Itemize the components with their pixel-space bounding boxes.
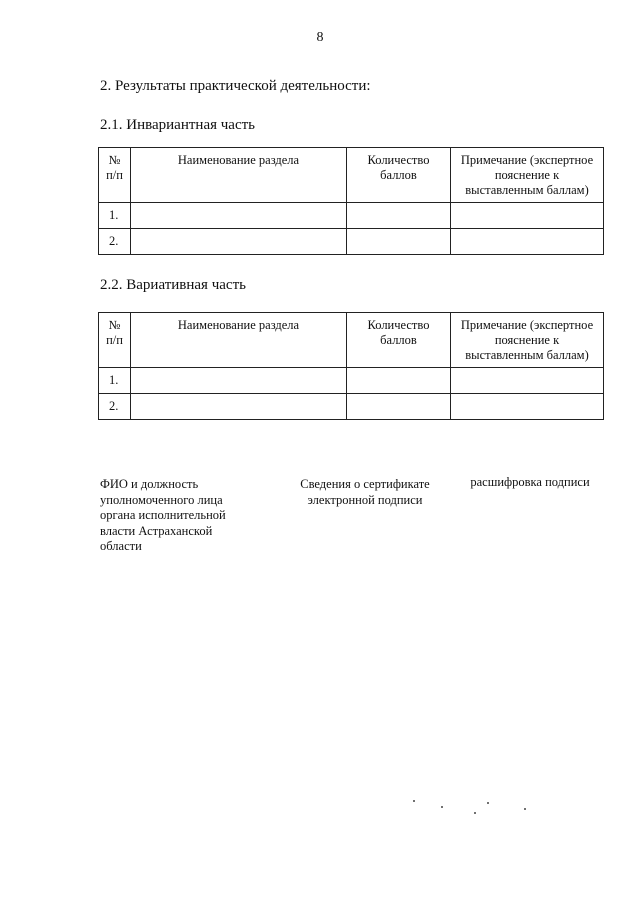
header-num-line: п/п [106,168,123,182]
row-number: 2. [99,229,131,255]
signature-official-line: ФИО и должность [100,477,199,491]
header-points [347,313,451,368]
header-points-line: Количество [367,318,430,332]
row-number: 1. [99,203,131,229]
row-number: 2. [99,394,131,420]
header-note [451,148,604,203]
variative-table [98,312,604,420]
row-name-cell[interactable] [131,394,347,420]
scan-speck [413,800,415,802]
table-header-row [99,313,604,368]
scan-speck [487,802,489,804]
section-title: 2. Результаты практической деятельности: [100,78,371,94]
header-note-line: пояснение к [494,168,560,182]
header-note-line: выставленным баллам) [465,183,589,197]
variative-part-title: 2.2. Вариативная часть [100,277,246,293]
row-points-cell[interactable] [347,394,451,420]
row-points-cell[interactable] [347,203,451,229]
header-note [451,313,604,368]
header-num-line: № [108,318,121,332]
signature-official-line: области [100,539,142,553]
scan-speck [474,812,476,814]
scan-speck [441,806,443,808]
header-name: Наименование раздела [131,313,347,368]
page-number: 8 [316,30,324,45]
header-points-line: баллов [380,168,417,182]
header-note-line: Примечание (экспертное [460,318,594,332]
row-note-cell[interactable] [451,203,604,229]
signature-official-line: власти Астраханской [100,523,213,538]
row-points-cell[interactable] [347,368,451,394]
invariant-table [98,147,604,255]
table-row [99,203,604,229]
row-note-cell[interactable] [451,229,604,255]
header-name: Наименование раздела [131,148,347,203]
table-header-row [99,148,604,203]
row-name-cell[interactable] [131,368,347,394]
table-row [99,229,604,255]
header-note-line: пояснение к [494,333,560,347]
scan-speck [524,808,526,810]
row-name-cell[interactable] [131,229,347,255]
header-num-line: № [108,153,121,167]
signature-certificate-block [290,477,440,508]
header-points-line: баллов [380,333,417,347]
row-number: 1. [99,368,131,394]
header-num [99,313,131,368]
signature-official-line: органа исполнительной [100,508,226,522]
invariant-part-title: 2.1. Инвариантная часть [100,117,256,133]
header-num [99,148,131,203]
row-name-cell[interactable] [131,203,347,229]
row-points-cell[interactable] [347,229,451,255]
signature-certificate-line: Сведения о сертификате [300,477,430,491]
header-note-line: Примечание (экспертное [460,153,594,167]
row-note-cell[interactable] [451,394,604,420]
row-note-cell[interactable] [451,368,604,394]
signature-official-line: уполномоченного лица [100,492,223,507]
header-points [347,148,451,203]
table-row [99,394,604,420]
header-note-line: выставленным баллам) [465,348,589,362]
signature-decryption: расшифровка подписи [470,475,590,489]
table-row [99,368,604,394]
signature-certificate-line: электронной подписи [307,492,423,507]
header-points-line: Количество [367,153,430,167]
header-num-line: п/п [106,333,123,347]
signature-official-block [100,477,260,555]
